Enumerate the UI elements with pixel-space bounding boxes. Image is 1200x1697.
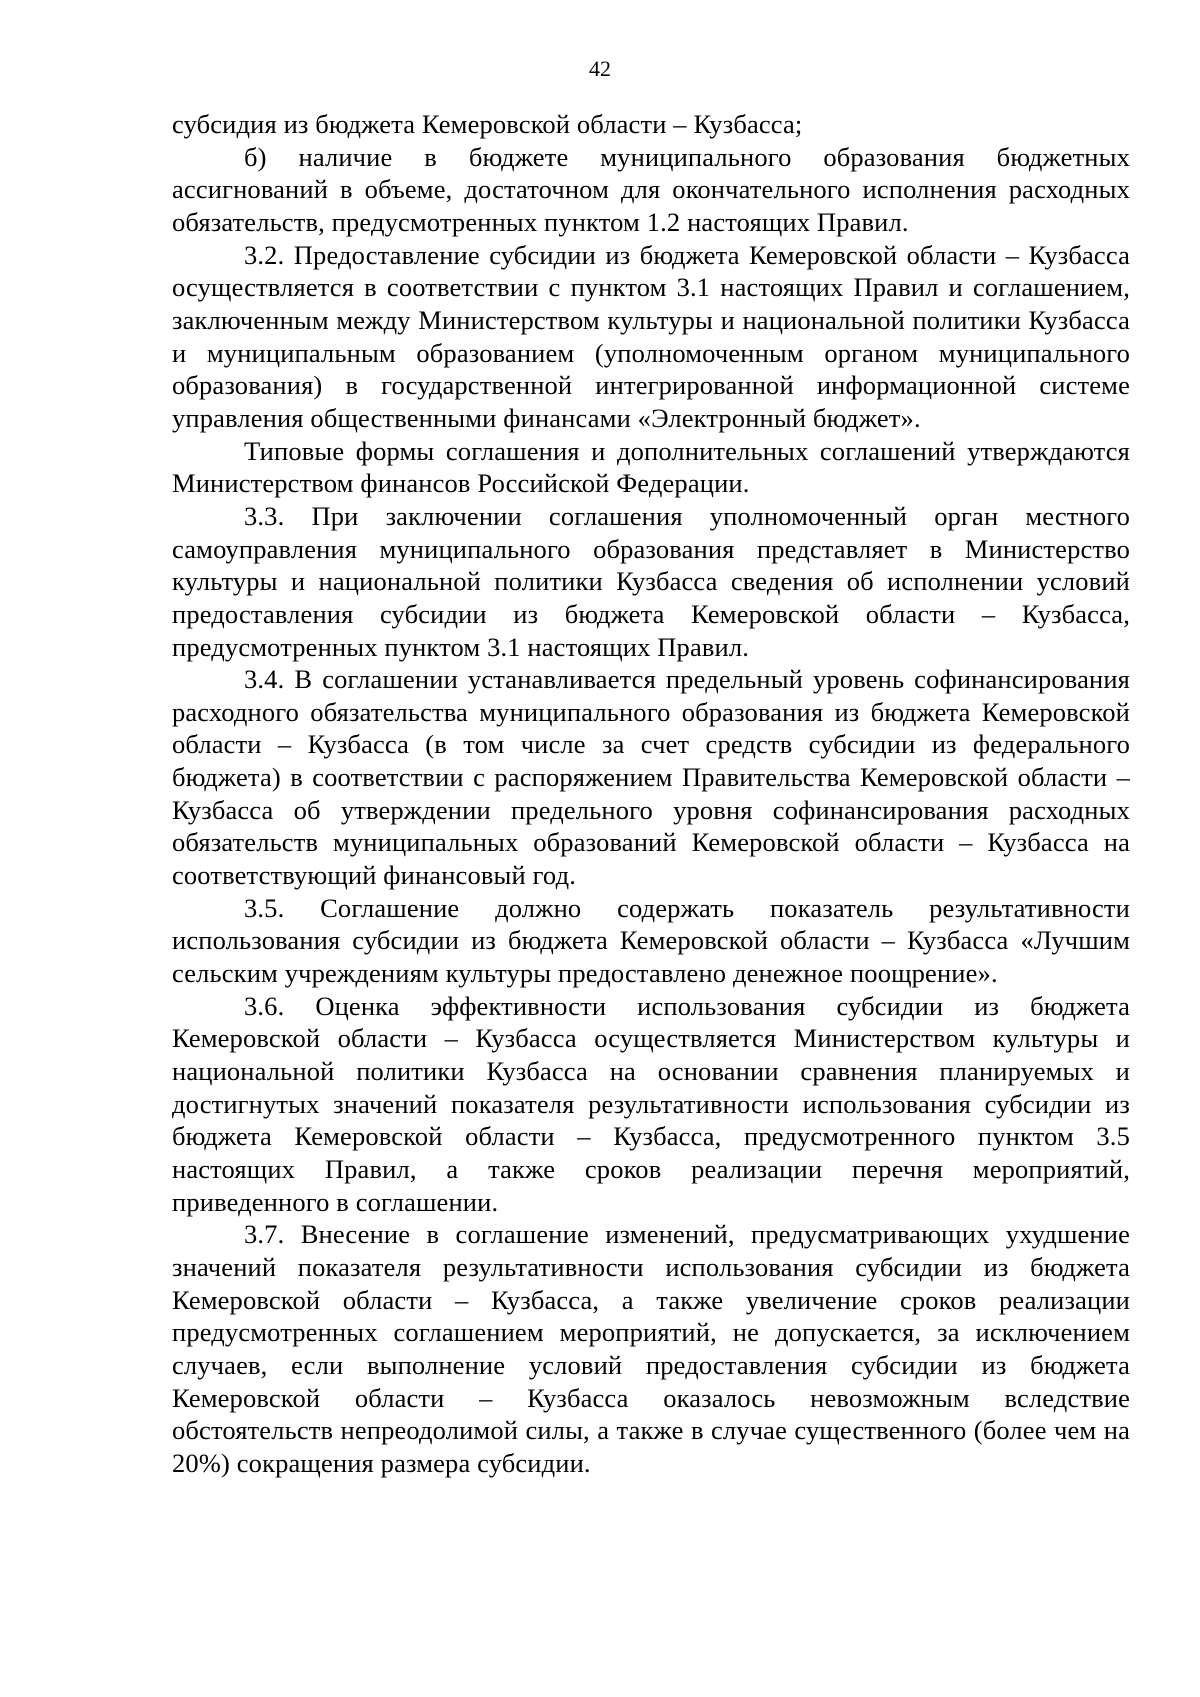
paragraph-3-5: 3.5. Соглашение должно содержать показатель результативности использования субсидии из бюджета Кемеровской области – Кузбасса «Лучшим сельским учреждениям культуры предоставлено денежное поощрение».	[172, 892, 1130, 989]
paragraph-3-6: 3.6. Оценка эффективности использования субсидии из бюджета Кемеровской области – Кузбасса осуществляется Министерством культуры и национальной политики Кузбасса на основании сравнения планируемых и достигнутых значений показателя результативности использования субсидии из бюджета Кемеровской области – Кузбасса, предусмотренного пунктом 3.5 настоящих Правил, а также сроков реализации перечня мероприятий, приведенного в соглашении.	[172, 990, 1130, 1217]
paragraph-item-b: б) наличие в бюджете муниципального образования бюджетных ассигнований в объеме, достаточном для окончательного исполнения расходных обязательств, предусмотренных пунктом 1.2 настоящих Правил.	[172, 141, 1130, 237]
paragraph-standard-forms: Типовые формы соглашения и дополнительных соглашений утверждаются Министерством финансов Российской Федерации.	[172, 435, 1130, 499]
paragraph-3-3: 3.3. При заключении соглашения уполномоченный орган местного самоуправления муниципального образования представляет в Министерство культуры и национальной политики Кузбасса сведения об исполнении условий предоставления субсидии из бюджета Кемеровской области – Кузбасса, предусмотренных пунктом 3.1 настоящих Правил.	[172, 500, 1130, 662]
paragraph-3-4: 3.4. В соглашении устанавливается предельный уровень софинансирования расходного обязательства муниципального образования из бюджета Кемеровской области – Кузбасса (в том числе за счет средств субсидии из федерального бюджета) в соответствии с распоряжением Правительства Кемеровской области – Кузбасса об утверждении предельного уровня софинансирования расходных обязательств муниципальных образований Кемеровской области – Кузбасса на соответствующий финансовый год.	[172, 664, 1130, 891]
paragraph-3-2: 3.2. Предоставление субсидии из бюджета Кемеровской области – Кузбасса осуществляется в соответствии с пунктом 3.1 настоящих Правил и соглашением, заключенным между Министерством культуры и национальной политики Кузбасса и муниципальным образованием (уполномоченным органом муниципального образования) в государственной интегрированной информационной системе управления общественными финансами «Электронный бюджет».	[172, 239, 1130, 433]
paragraph-3-7: 3.7. Внесение в соглашение изменений, предусматривающих ухудшение значений показателя результативности использования субсидии из бюджета Кемеровской области – Кузбасса, а также увеличение сроков реализации предусмотренных соглашением мероприятий, не допускается, за исключением случаев, если выполнение условий предоставления субсидии из бюджета Кемеровской области – Кузбасса оказалось невозможным вследствие обстоятельств непреодолимой силы, а также в случае существенного (более чем на 20%) сокращения размера субсидии.	[172, 1219, 1130, 1478]
document-body	[172, 108, 1130, 1480]
paragraph-continuation: субсидия из бюджета Кемеровской области – Кузбасса;	[172, 109, 803, 139]
page-number: 42	[589, 56, 611, 81]
